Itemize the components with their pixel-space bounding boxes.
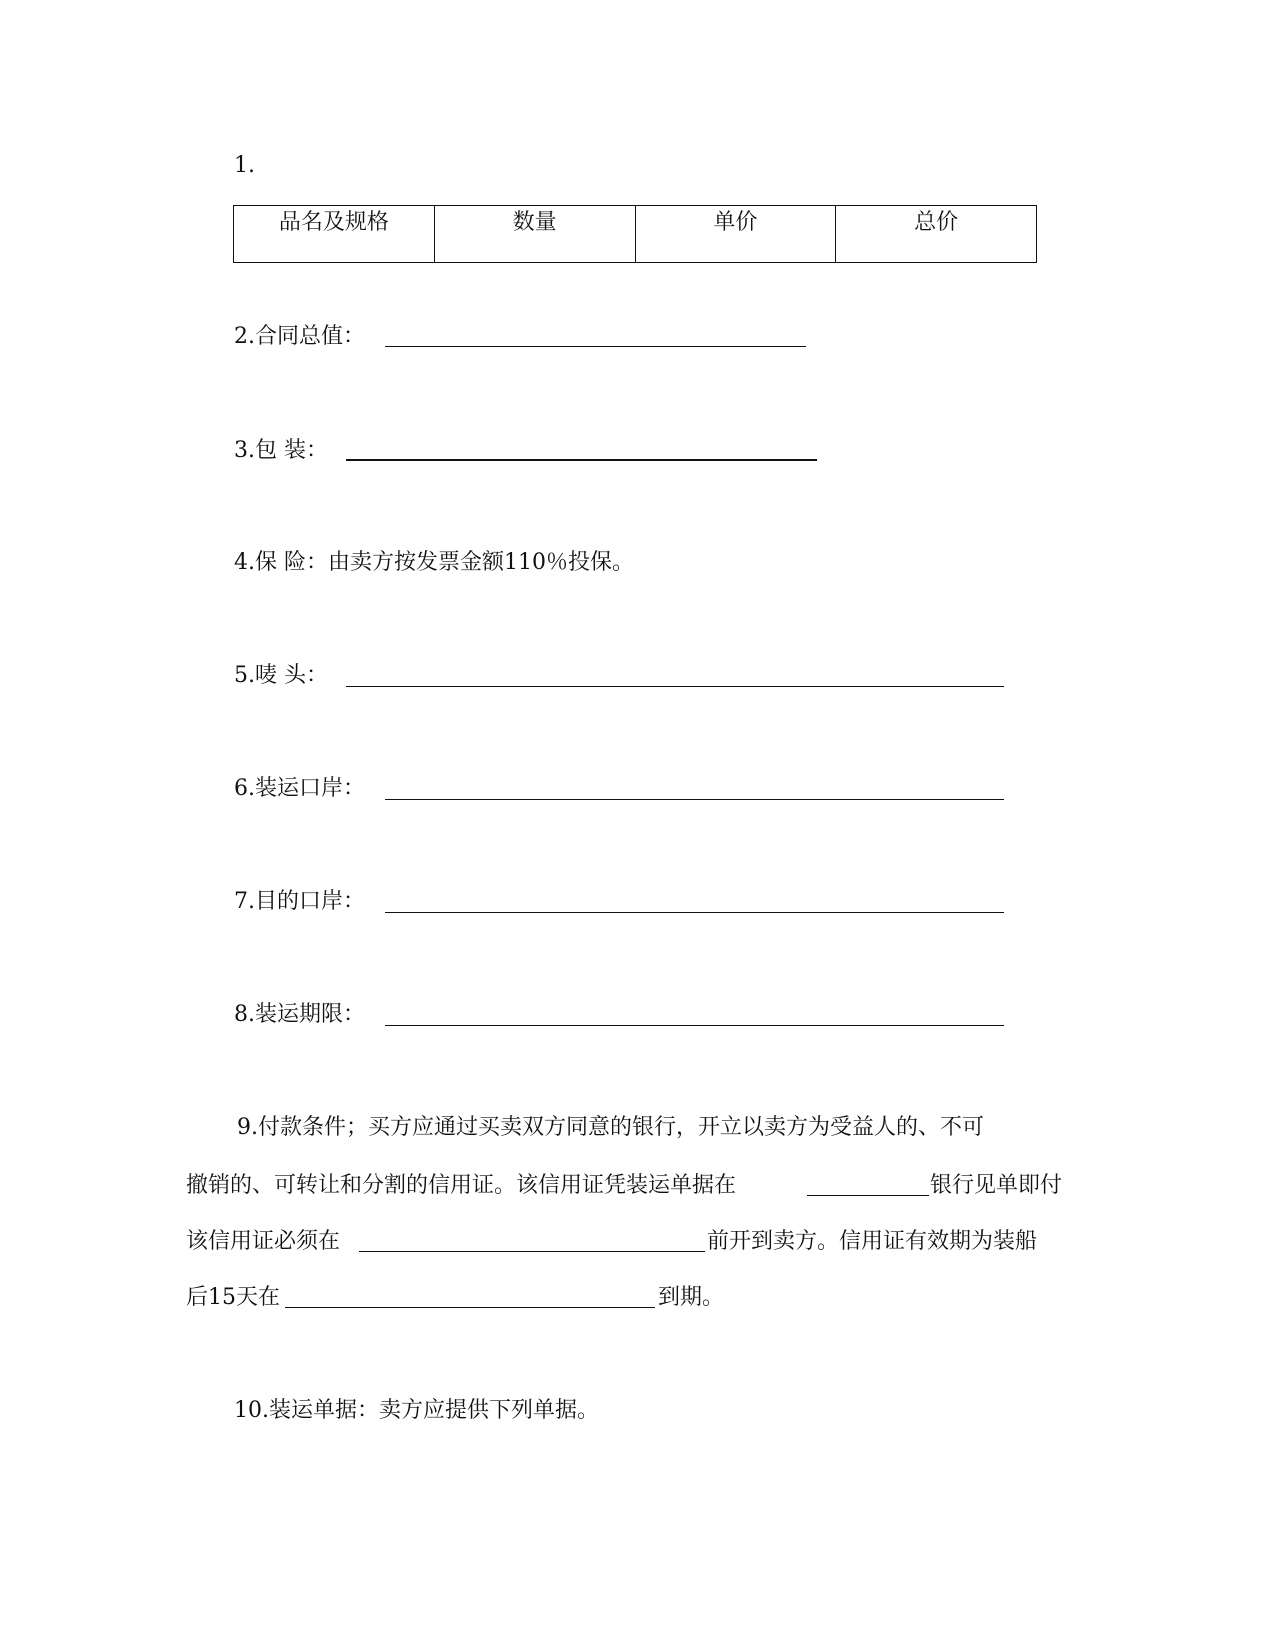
item-10-text: 10.装运单据：卖方应提供下列单据。 xyxy=(234,1398,599,1423)
contract-value-blank[interactable] xyxy=(385,346,806,347)
bank-name-blank[interactable] xyxy=(807,1195,929,1196)
item-9-line-3b: 前开到卖方。信用证有效期为装船 xyxy=(707,1229,1038,1254)
table-header-row xyxy=(234,206,1037,263)
item-8-label: 8.装运期限： xyxy=(234,1002,365,1027)
item-9-line-2a: 撤销的、可转让和分割的信用证。该信用证凭装运单据在 xyxy=(186,1173,737,1198)
lc-expiry-place-blank[interactable] xyxy=(285,1307,655,1308)
item-5-label: 5.唛 头： xyxy=(234,663,328,688)
item-9-line-1: 9.付款条件；买方应通过买卖双方同意的银行，开立以卖方为受益人的、不可 xyxy=(237,1115,984,1140)
item-9-line-3a: 该信用证必须在 xyxy=(186,1229,341,1254)
shipment-time-blank[interactable] xyxy=(385,1025,1004,1026)
item-7-label: 7.目的口岸： xyxy=(234,889,365,914)
shipping-mark-blank[interactable] xyxy=(346,686,1004,687)
item-3-label: 3.包 装： xyxy=(234,438,328,463)
table-header-cell: 数量 xyxy=(434,206,635,263)
table-header-cell: 总价 xyxy=(836,206,1037,263)
goods-table xyxy=(233,205,1037,263)
port-of-destination-blank[interactable] xyxy=(385,912,1004,913)
item-9-line-4a: 后15天在 xyxy=(186,1285,280,1310)
item-9-line-2b: 银行见单即付 xyxy=(930,1173,1063,1198)
item-4-text: 4.保 险：由卖方按发票金额110％投保。 xyxy=(234,550,634,575)
item-9-line-4b: 到期。 xyxy=(658,1285,725,1310)
lc-open-date-blank[interactable] xyxy=(359,1251,705,1252)
packing-blank[interactable] xyxy=(346,459,817,461)
port-of-loading-blank[interactable] xyxy=(385,799,1004,800)
item-2-label: 2.合同总值： xyxy=(234,324,365,349)
table-header-cell: 品名及规格 xyxy=(234,206,435,263)
item-6-label: 6.装运口岸： xyxy=(234,776,365,801)
item-1-number: 1. xyxy=(234,153,255,178)
table-header-cell: 单价 xyxy=(635,206,836,263)
